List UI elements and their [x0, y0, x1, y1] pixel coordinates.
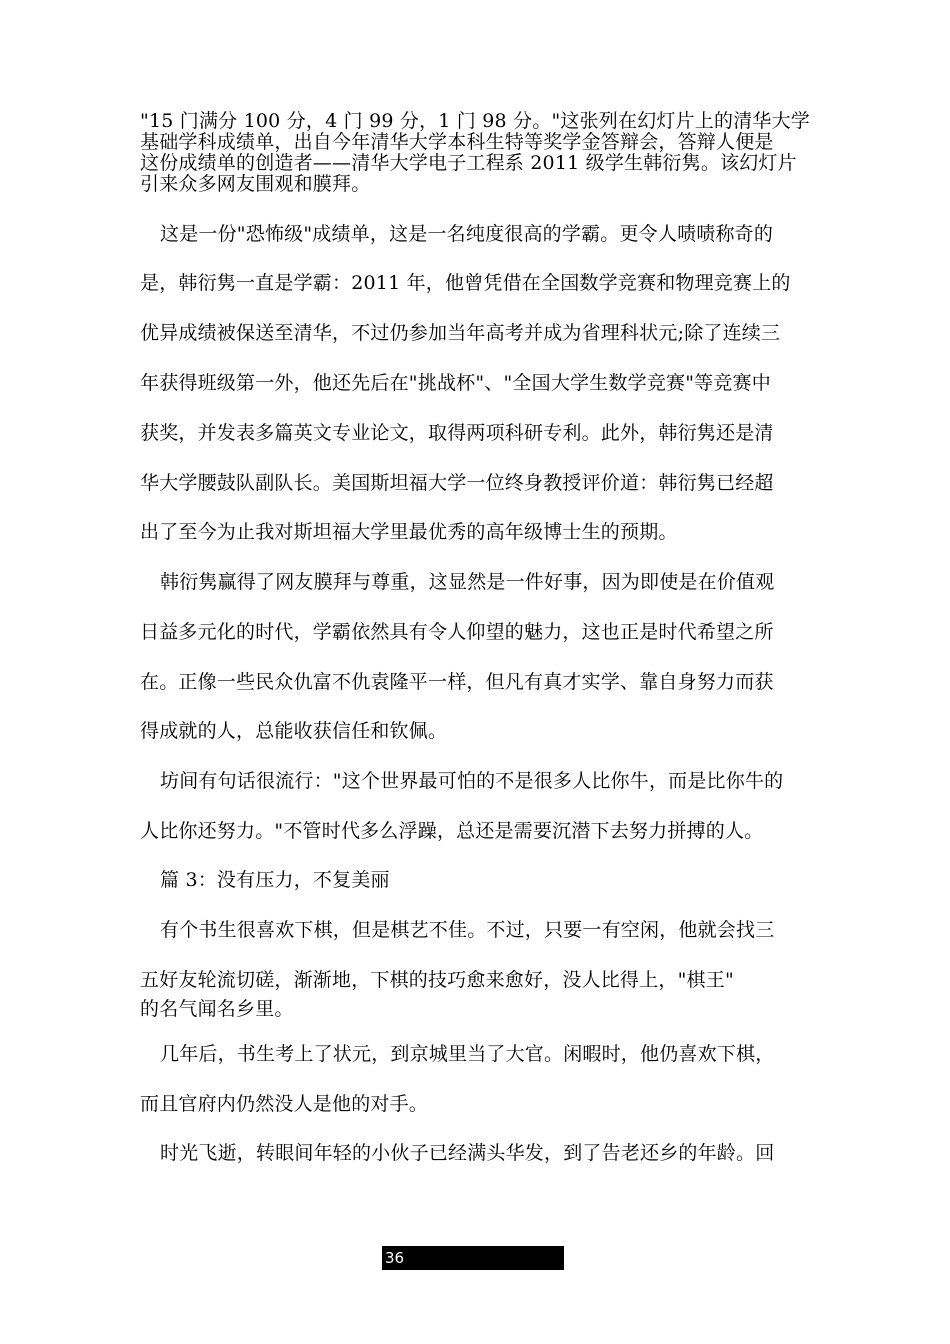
paragraph-2-line-5: 获奖，并发表多篇英文专业论文，取得两项科研专利。此外，韩衍隽还是清: [140, 422, 774, 444]
paragraph-3-line-3: 在。正像一些民众仇富不仇袁隆平一样，但凡有真才实学、靠自身努力而获: [140, 671, 774, 693]
paragraph-2-line-3: 优异成绩被保送至清华，不过仍参加当年高考并成为省理科状元;除了连续三: [140, 322, 781, 344]
paragraph-2-line-6: 华大学腰鼓队副队长。美国斯坦福大学一位终身教授评价道：韩衍隽已经超: [140, 472, 774, 494]
paragraph-3-line-2: 日益多元化的时代，学霸依然具有令人仰望的魅力，这也正是时代希望之所: [140, 621, 774, 643]
paragraph-2-line-7: 出了至今为止我对斯坦福大学里最优秀的高年级博士生的预期。: [140, 521, 678, 543]
paragraph-2-line-4: 年获得班级第一外，他还先后在"挑战杯"、"全国大学生数学竞赛"等竞赛中: [140, 372, 771, 394]
paragraph-7-line-1: 时光飞逝，转眼间年轻的小伙子已经满头华发，到了告老还乡的年龄。回: [160, 1142, 775, 1164]
paragraph-1-line-4: 引来众多网友围观和膜拜。: [140, 173, 371, 195]
page-number: 36: [382, 1246, 564, 1270]
paragraph-5-line-1: 有个书生很喜欢下棋，但是棋艺不佳。不过，只要一有空闲，他就会找三: [160, 919, 775, 941]
paragraph-6-line-1: 几年后，书生考上了状元，到京城里当了大官。闲暇时，他仍喜欢下棋，: [160, 1043, 775, 1065]
paragraph-2-line-1: 这是一份"恐怖级"成绩单，这是一名纯度很高的学霸。更令人啧啧称奇的: [160, 223, 774, 245]
paragraph-5-line-2: 五好友轮流切磋，渐渐地，下棋的技巧愈来愈好，没人比得上，"棋王": [140, 969, 734, 991]
paragraph-4-line-1: 坊间有句话很流行："这个世界最可怕的不是很多人比你牛，而是比你牛的: [160, 770, 784, 792]
paragraph-4-line-2: 人比你还努力。"不管时代多么浮躁，总还是需要沉潜下去努力拼搏的人。: [140, 820, 764, 842]
paragraph-3-line-4: 得成就的人，总能收获信任和钦佩。: [140, 720, 448, 742]
paragraph-3-line-1: 韩衍隽赢得了网友膜拜与尊重，这显然是一件好事，因为即使是在价值观: [160, 571, 775, 593]
paragraph-2-line-2: 是，韩衍隽一直是学霸：2011 年，他曾凭借在全国数学竞赛和物理竞赛上的: [140, 272, 791, 294]
paragraph-1-line-1: "15 门满分 100 分，4 门 99 分，1 门 98 分。"这张列在幻灯片上的清华大学: [140, 110, 811, 132]
section-heading: 篇 3：没有压力，不复美丽: [160, 869, 390, 891]
paragraph-1-line-2: 基础学科成绩单，出自今年清华大学本科生特等奖学金答辩会，答辩人便是: [140, 131, 774, 153]
paragraph-6-line-2: 而且官府内仍然没人是他的对手。: [140, 1093, 429, 1115]
paragraph-5-line-3: 的名气闻名乡里。: [140, 998, 294, 1020]
paragraph-1-line-3: 这份成绩单的创造者——清华大学电子工程系 2011 级学生韩衍隽。该幻灯片: [140, 152, 797, 174]
